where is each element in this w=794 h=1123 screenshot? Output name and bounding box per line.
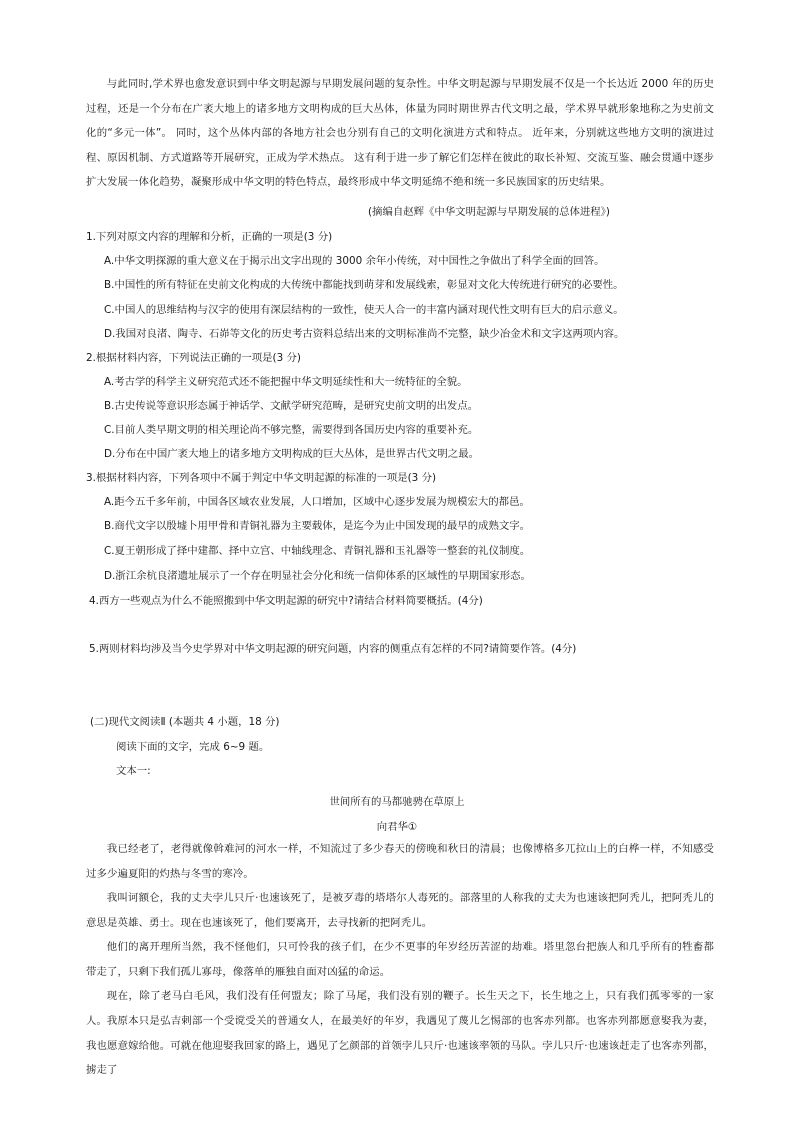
question-2-option-c: C.目前人类早期文明的相关理论尚不够完整，需要得到各国历史内容的重要补充。 bbox=[104, 424, 479, 436]
question-2-option-a: A.考古学的科学主义研究范式还不能把握中华文明延续性和大一统特征的全貌。 bbox=[104, 376, 468, 388]
question-2-option-b: B.古史传说等意识形态属于神话学、文献学研究范畴，是研究史前文明的出发点。 bbox=[104, 400, 479, 412]
question-3-option-d: D.浙江余杭良渚遗址展示了一个存在明显社会分化和统一信仰体系的区域性的早期国家形态。 bbox=[104, 570, 531, 582]
story-paragraph: 我原本只是弘吉剌部一个受谠受关的普通女人，在最美好的年岁，我遇见了蔑儿乞惕部的也客赤列都。也客赤列都愿意娶我为妻，我也愿意嫁给他。可就在他迎娶我回家的路上，遇见了乞颜部的首领孛儿只斤·也速该率领的马队。孛儿只斤·也速该赶走了也客赤列都，掳走了 bbox=[86, 1015, 714, 1077]
story-author: 向君华① bbox=[376, 821, 418, 833]
question-4: 4.西方一些观点为什么不能照搬到中华文明起源的研究中?请结合材料简要概括。(4分) bbox=[89, 595, 483, 607]
question-3-stem: 3.根据材料内容，下列各项中不属于判定中华文明起源的标准的一项是(3 分) bbox=[86, 472, 437, 484]
story-paragraph: 现在，除了老马白毛风，我们没有任何盟友；除了马尾，我们没有别的鞭子。长生天之下，长生地之上，只有我们孤零零的一家人。 bbox=[86, 990, 714, 1027]
story-paragraph: 我已经老了，老得就像斡难河的河水一样，不知流过了多少春天的傍晚和秋日的清晨；也像博格多兀拉山上的白桦一样，不知感受过多少遍夏阳的灼热与冬雪的寒冷。 bbox=[86, 843, 714, 880]
story-paragraph: 他们的离开理所当然，我不怪他们，只可怜我的孩子们，在少不更事的年岁经历苦涩的劫难。塔里忽台把族人和几乎所有的牲畜都带走了，只剩下我们孤儿寡母，像落单的雁独自面对凶猛的命运。 bbox=[86, 941, 714, 978]
question-3-option-a: A.距今五千多年前，中国各区域农业发展，人口增加，区域中心逐步发展为规模宏大的都邑。 bbox=[104, 496, 530, 508]
question-2-stem: 2.根据材料内容，下列说法正确的一项是(3 分) bbox=[86, 352, 301, 364]
question-2-option-d: D.分布在中国广袤大地上的诸多地方文明构成的巨大丛体，是世界古代文明之最。 bbox=[104, 448, 479, 460]
passage-source: (摘编自赵辉《中华文明起源与早期发展的总体进程》) bbox=[368, 206, 610, 218]
question-3-option-b: B.商代文字以殷墟卜用甲骨和青铜礼器为主要载体，是迄今为止中国发现的最早的成熟文字。 bbox=[104, 520, 531, 532]
question-5: 5.两则材料均涉及当今史学界对中华文明起源的研究问题，内容的侧重点有怎样的不同?请简要作答。(4分) bbox=[89, 643, 577, 655]
story-title: 世间所有的马都驰骋在草原上 bbox=[329, 796, 465, 808]
question-1-option-c: C.中国人的思维结构与汉字的使用有深层结构的一致性，使天人合一的丰富内涵对现代性文明有巨大的启示意义。 bbox=[104, 304, 624, 316]
story-paragraph: 我叫诃额仑，我的丈夫孛儿只斤·也速该死了，是被歹毒的塔塔尔人毒死的。部落里的人称我的丈夫为也速该把阿秃儿，把阿秃儿的意思是英雄、勇士。现在也速该死了，他们要离开，去寻找新的把阿秃儿。 bbox=[86, 892, 714, 929]
question-1-option-b: B.中国性的所有特征在史前文化构成的大传统中都能找到萌芽和发展线索，彰显对文化大传统进行研究的必要性。 bbox=[104, 279, 624, 291]
question-1-option-a: A.中华文明探源的重大意义在于揭示出文字出现的 3000 余年小传统，对中国性之争做出了科学全面的回答。 bbox=[104, 255, 605, 267]
question-1-stem: 1.下列对原文内容的理解和分析，正确的一项是(3 分) bbox=[86, 231, 333, 243]
text-label: 文本一: bbox=[116, 765, 151, 777]
section-heading: (二)现代文阅读Ⅱ (本题共 4 小题，18 分) bbox=[90, 716, 280, 728]
question-3-option-c: C.夏王朝形成了择中建都、择中立宫、中轴线理念、青铜礼器和玉礼器等一整套的礼仪制度。 bbox=[104, 545, 531, 557]
question-1-option-d: D.我国对良渚、陶寺、石峁等文化的历史考古资料总结出来的文明标准尚不完整，缺少冶金术和文字这两项内容。 bbox=[104, 328, 625, 340]
section-instruction: 阅读下面的文字，完成 6~9 题。 bbox=[116, 741, 270, 753]
passage-paragraph: 与此同时,学术界也愈发意识到中华文明起源与早期发展问题的复杂性。中华文明起源与早期发展不仅是一个长达近 2000 年的历史过程，还是一个分布在广袤大地上的诸多地方文明构成的巨大丛体，体量为同时期世界古代文明之最，学术界早就形象地称之为史前文化的“多元一体”。 同时，这个丛体内部的各地方社会也分别有自己的文明化演进方式和特点。 近年来，分别就这些地方文明的演进过程、原因机制、方式道路等开展研究，正成为学术热点。 这有利于进一步了解它们怎样在彼此的取长补短、交流互鉴、融会贯通中逐步扩大发展一体化趋势，凝聚形成中华文明的特色特点，最终形成中华文明延绵不绝和统一多民族国家的历史结果。 bbox=[86, 78, 714, 189]
